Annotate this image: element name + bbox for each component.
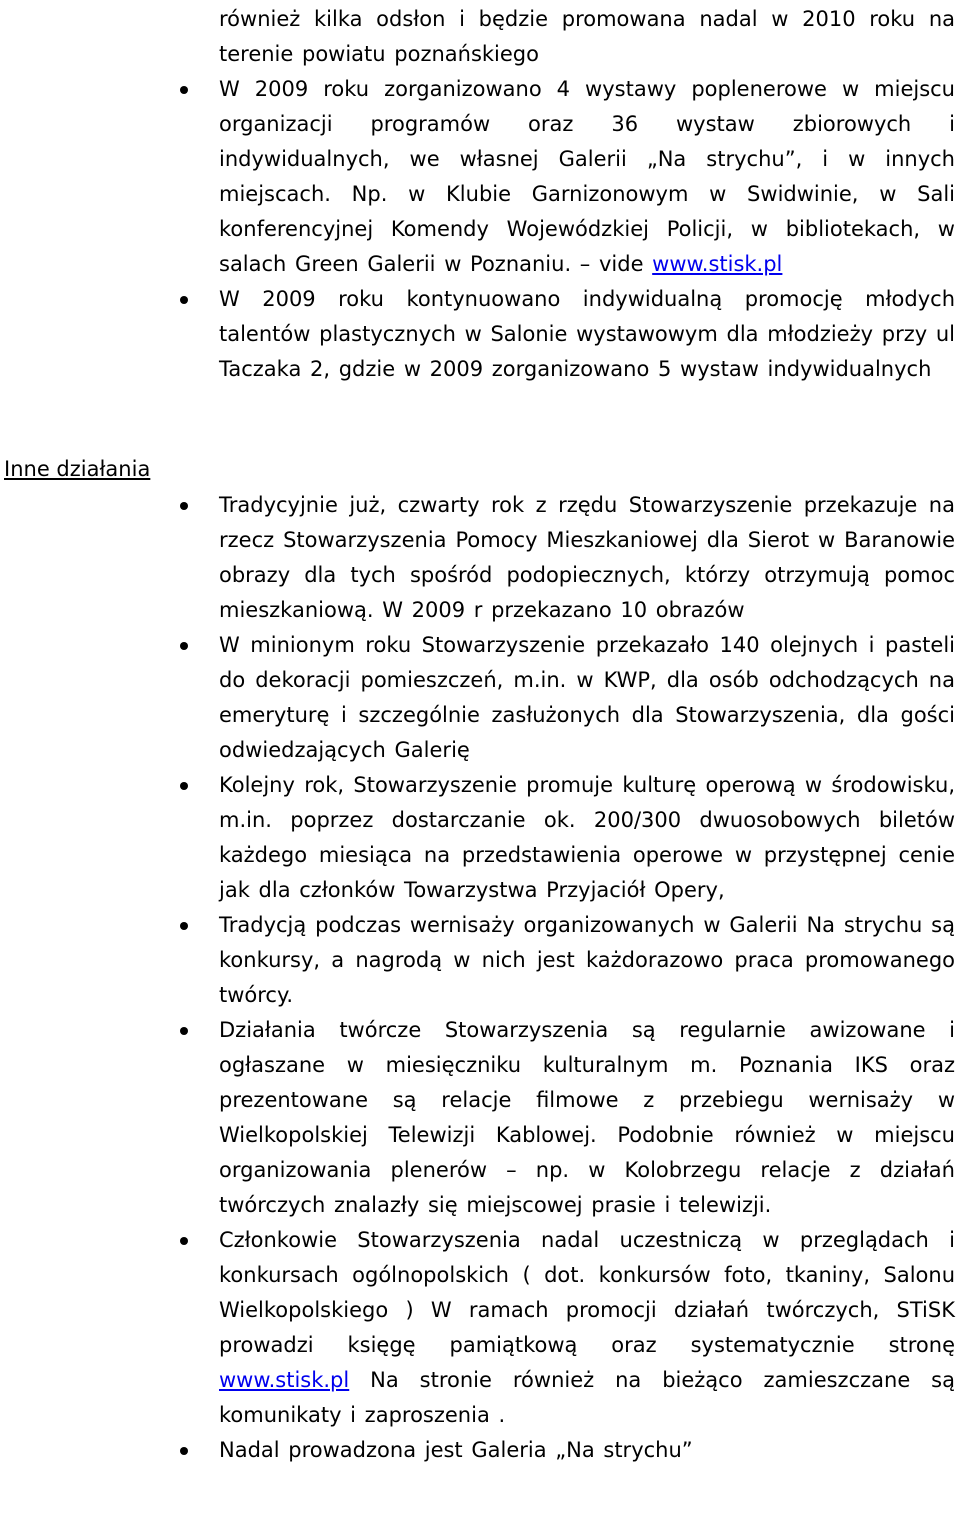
website-link[interactable]: www.stisk.pl [652,252,783,276]
text-run: Członkowie Stowarzyszenia nadal uczestniczą w przeglądach i konkursach ogólnopolskich ( dot. konkursów foto, tkaniny, Salonu Wielkopolskiego ) W ramach promocji działań twórczych, STiSK prowadzi księgę pamiątkową oraz systematycznie stronę [219,1228,955,1357]
text-run: Tradycją podczas wernisaży organizowanych w Galerii Na strychu są konkursy, a nagrodą w nich jest każdorazowo praca promowanego twórcy. [219,913,955,1007]
list-item-text [219,72,955,282]
top-bullet-list [0,2,960,387]
website-link[interactable]: www.stisk.pl [219,1368,350,1392]
list-item [0,1223,960,1433]
list-item [0,768,960,908]
inne-dzialania-bullet-list [0,488,960,1468]
list-item [0,2,960,72]
list-item-text [219,1433,955,1468]
bullet-icon [180,1027,188,1035]
text-run: Kolejny rok, Stowarzyszenie promuje kulturę operową w środowisku, m.in. poprzez dostarczanie ok. 200/300 dwuosobowych biletów każdego miesiąca na przedstawienia operowe w przystępnej cenie jak dla członków Towarzystwa Przyjaciół Opery, [219,773,955,902]
bullet-icon [180,296,188,304]
bullet-icon [180,782,188,790]
list-item-text [219,908,955,1013]
section-label-inne-dzialania: Inne działania [4,457,151,481]
list-item [0,1013,960,1223]
bullet-icon [180,86,188,94]
list-item [0,1433,960,1468]
list-item-text [219,282,955,387]
bullet-icon [180,1237,188,1245]
text-run: Nadal prowadzona jest Galeria „Na strychu” [219,1438,693,1462]
list-item-text [219,628,955,768]
list-item-text [219,2,955,72]
list-item [0,628,960,768]
text-run: W minionym roku Stowarzyszenie przekazało 140 olejnych i pasteli do dekoracji pomieszczeń, m.in. w KWP, dla osób odchodzących na emeryturę i szczególnie zasłużonych dla Stowarzyszenia, dla gości odwiedzających Galerię [219,633,955,762]
text-run: Na stronie również na bieżąco zamieszczane są komunikaty i zaproszenia . [219,1368,955,1427]
text-run: również kilka odsłon i będzie promowana nadal w 2010 roku na terenie powiatu poznańskiego [219,7,955,66]
list-item-text [219,1223,955,1433]
bullet-icon [180,502,188,510]
list-item [0,488,960,628]
list-item-text [219,1013,955,1223]
list-item-text [219,768,955,908]
list-item [0,908,960,1013]
text-run: Działania twórcze Stowarzyszenia są regularnie awizowane i ogłaszane w miesięczniku kulturalnym m. Poznania IKS oraz prezentowane są relacje filmowe z przebiegu wernisaży w Wielkopolskiej Telewizji Kablowej. Podobnie również w miejscu organizowania plenerów – np. w Kolobrzegu relacje z działań twórczych znalazły się miejscowej prasie i telewizji. [219,1018,955,1217]
text-run: W 2009 roku kontynuowano indywidualną promocję młodych talentów plastycznych w Salonie wystawowym dla młodzieży przy ul Taczaka 2, gdzie w 2009 zorganizowano 5 wystaw indywidualnych [219,287,955,381]
list-item [0,282,960,387]
list-item-text [219,488,955,628]
bullet-icon [180,1447,188,1455]
text-run: Tradycyjnie już, czwarty rok z rzędu Stowarzyszenie przekazuje na rzecz Stowarzyszenia Pomocy Mieszkaniowej dla Sierot w Baranowie obrazy dla tych spośród podopiecznych, którzy otrzymują pomoc mieszkaniową. W 2009 r przekazano 10 obrazów [219,493,955,622]
bullet-icon [180,642,188,650]
bullet-icon [180,922,188,930]
text-run: W 2009 roku zorganizowano 4 wystawy poplenerowe w miejscu organizacji programów oraz 36 wystaw zbiorowych i indywidualnych, we własnej Galerii „Na strychu”, i w innych miejscach. Np. w Klubie Garnizonowym w Swidwinie, w Sali konferencyjnej Komendy Wojewódzkiej Policji, w bibliotekach, w salach Green Galerii w Poznaniu. – vide [219,77,955,276]
list-item [0,72,960,282]
